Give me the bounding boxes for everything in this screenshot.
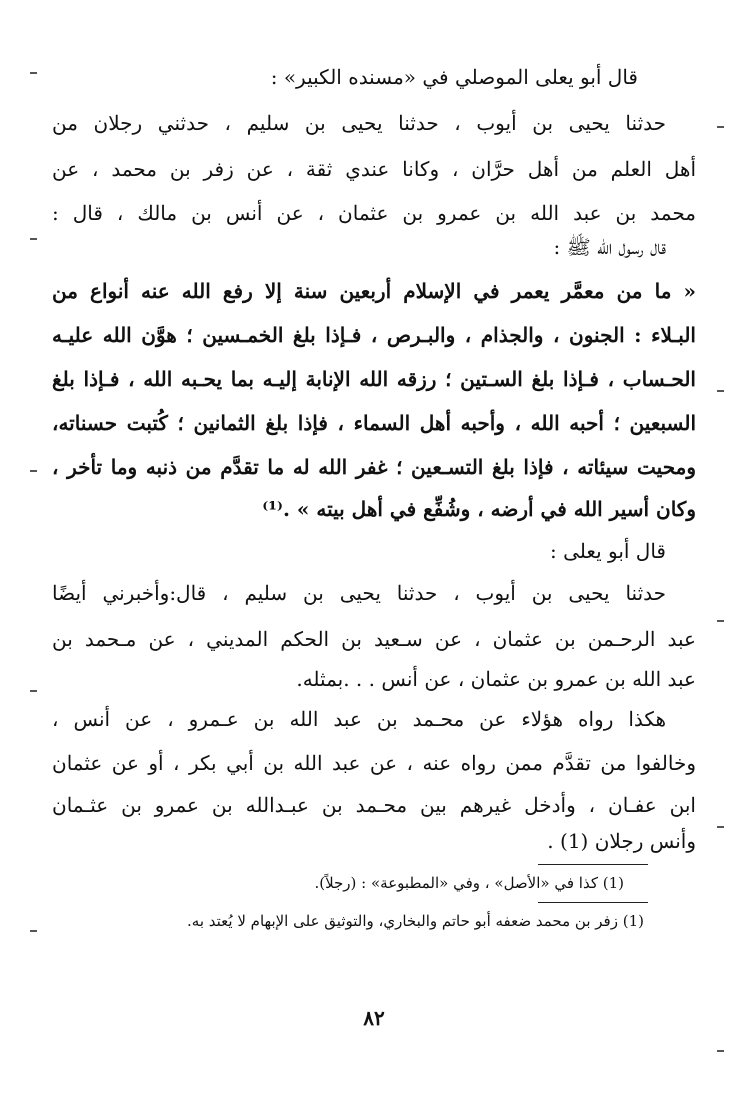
text-line: حدثنا يحيى بن أيوب ، حدثنا يحيى بن سليم ، قال:وأخبرني أيضًا (52, 581, 666, 605)
text-line: عبد الله بن عمرو بن عثمان ، عن أنس . . .بمثله. (296, 667, 696, 691)
text-line: محمد بن عبد الله بن عمرو بن عثمان ، عن أنس بن مالك ، قال : (52, 201, 696, 225)
text-line: قال رسول الله ﷺ : (553, 235, 666, 259)
text-line: أهل العلم من أهل حرَّان ، وكانا عندي ثقة ، عن زفر بن محمد ، عن (52, 157, 696, 181)
hadith-line: ومحيت سيئاته ، فإذا بلغ التسـعين ؛ غفر الله له ما تقدَّم من ذنبه وما تأخر ، (52, 455, 696, 479)
margin-mark (717, 826, 724, 828)
hadith-line: البـلاء : الجنون ، والجذام ، والبـرص ، فـإذا بلغ الخمـسين ؛ هوَّن الله عليـه (52, 323, 696, 347)
footnote-rule (538, 902, 648, 903)
hadith-line: « ما من معمَّر يعمر في الإسلام أربعين سنة إلا رفع الله عنه أنواع من (52, 279, 696, 303)
hadith-line: الحـساب ، فـإذا بلغ السـتين ؛ رزقه الله الإنابة إليـه بما يحـبه الله ، فـإذا بلغ (52, 367, 696, 391)
page-number: ٨٢ (363, 1006, 385, 1030)
hadith-line: وكان أسير الله في أرضه ، وشُفِّع في أهل بيته » .⁽¹⁾ (262, 497, 696, 521)
text-line: ابن عفـان ، وأدخل غيرهم بين محـمد بن عبـدالله بن عمرو بن عثـمان (52, 793, 696, 817)
margin-mark (30, 470, 37, 472)
text-line: حدثنا يحيى بن أيوب ، حدثنا يحيى بن سليم ، حدثني رجلان من (52, 111, 666, 135)
text-line: قال أبو يعلى : (550, 539, 666, 563)
text-line: قال أبو يعلى الموصلي في «مسنده الكبير» : (270, 65, 638, 89)
text-line: هكذا رواه هؤلاء عن محـمد بن عبد الله بن عـمرو ، عن أنس ، (52, 707, 666, 731)
text-line: عبد الرحـمن بن عثمان ، عن سـعيد بن الحكم المديني ، عن مـحمد بن (52, 627, 696, 651)
margin-mark (717, 620, 724, 622)
margin-mark (717, 126, 724, 128)
margin-mark (717, 1050, 724, 1052)
footnote-rule (538, 864, 648, 865)
margin-mark (30, 690, 37, 692)
margin-mark (30, 930, 37, 932)
text-line: وخالفوا من تقدَّم ممن رواه عنه ، عن عبد الله بن أبي بكر ، أو عن عثمان (52, 751, 696, 775)
footnote: (1) كذا في «الأصل» ، وفي «المطبوعة» : (رجلاً). (314, 874, 624, 892)
text-line: وأنس رجلان (1) . (547, 829, 696, 853)
margin-mark (30, 72, 37, 74)
margin-mark (30, 238, 37, 240)
hadith-line: السبعين ؛ أحبه الله ، وأحبه أهل السماء ، فإذا بلغ الثمانين ؛ كُتبت حسناته، (52, 411, 696, 435)
footnote: (1) زفر بن محمد ضعفه أبو حاتم والبخاري، والتوثيق على الإبهام لا يُعتد به. (187, 912, 644, 930)
margin-mark (717, 390, 724, 392)
